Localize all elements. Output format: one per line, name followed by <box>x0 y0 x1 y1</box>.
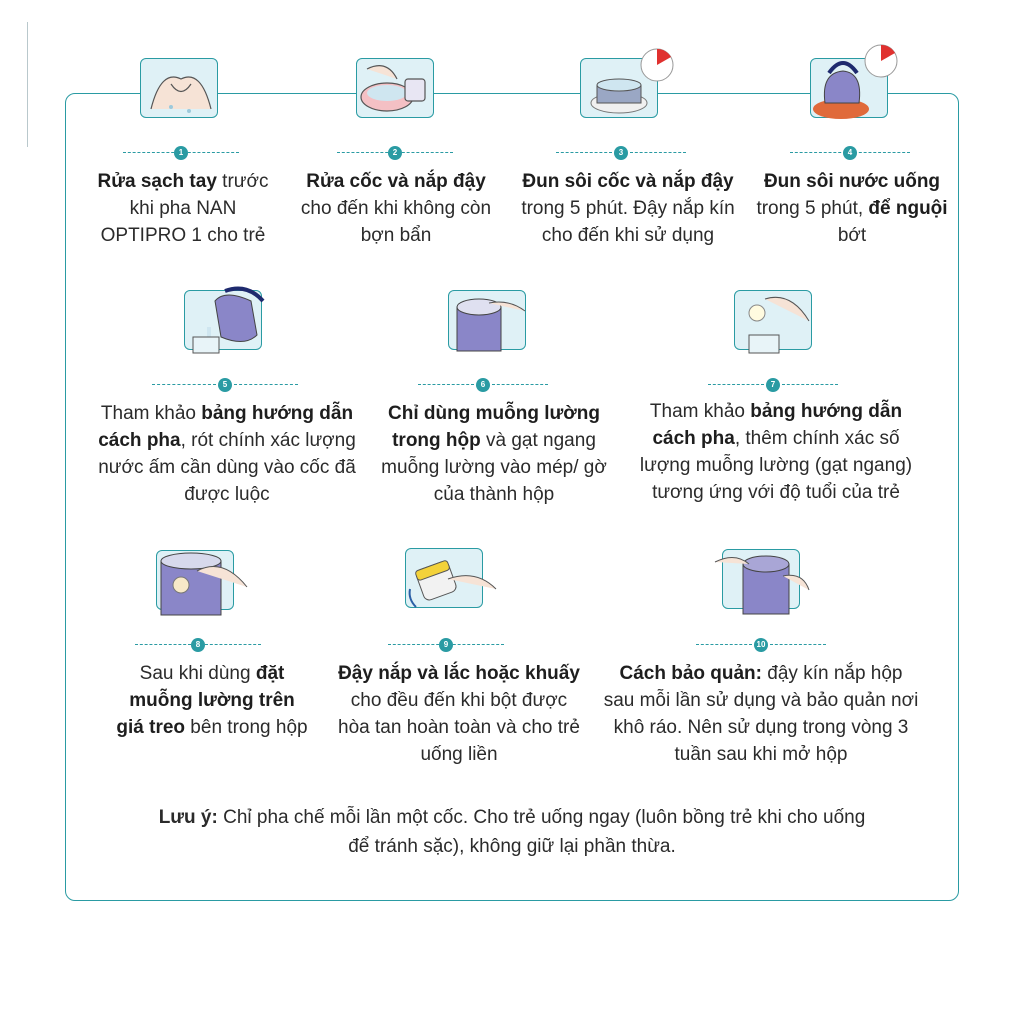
step-10-text: đậy kín nắp hộp sau mỗi lần sử dụng và bảo quản nơi khô ráo. Nên sử dụng trong vòng 3 tuần sau khi mở hộp <box>603 663 919 765</box>
adding-powder-icon <box>734 290 812 350</box>
scoop-holder-icon <box>156 550 234 610</box>
step-5-pre: Tham khảo <box>100 403 202 424</box>
step-7-text: , thêm chính xác số lượng muỗng lường (gạt ngang) tương ứng với độ tuổi của trẻ <box>639 428 913 503</box>
step-divider: 6 <box>418 378 548 392</box>
step-8-pre: Sau khi dùng <box>139 663 256 684</box>
step-1-text: trước khi pha NAN OPTIPRO 1 cho trẻ <box>100 171 269 246</box>
closing-can-icon <box>722 549 800 609</box>
step-4-bold: Đun sôi nước uống <box>763 171 941 192</box>
step-divider: 9 <box>388 638 504 652</box>
step-divider: 7 <box>708 378 838 392</box>
step-5-bold: bảng hướng dẫn cách pha <box>98 403 354 451</box>
note-text: Chỉ pha chế mỗi lần một cốc. Cho trẻ uống ngay (luôn bồng trẻ khi cho uống để tránh sặc), không giữ lại phần thừa. <box>217 807 866 857</box>
step-3-text: trong 5 phút. Đậy nắp kín cho đến khi sử dụng <box>521 198 735 246</box>
scoop-can-icon <box>448 290 526 350</box>
step-7-pre: Tham khảo <box>649 401 751 422</box>
step-2-text: cho đến khi không còn bợn bẩn <box>300 198 492 246</box>
shaking-cup-icon <box>405 548 483 608</box>
kettle-icon <box>810 58 888 118</box>
step-divider: 8 <box>135 638 261 652</box>
pouring-water-icon <box>184 290 262 350</box>
step-8-bold: đặt muỗng lường trên giá treo <box>116 663 295 738</box>
step-divider: 5 <box>152 378 298 392</box>
step-5-text: , rót chính xác lượng nước ấm cần dùng vào cốc đã được luộc <box>98 430 356 505</box>
step-3-bold: Đun sôi cốc và nắp đậy <box>522 171 734 192</box>
step-divider: 10 <box>696 638 826 652</box>
step-9-bold: Đậy nắp và lắc hoặc khuấy <box>338 663 580 684</box>
step-9-text: cho đều đến khi bột được hòa tan hoàn toàn và cho trẻ uống liền <box>338 690 580 765</box>
step-7-bold: bảng hướng dẫn cách pha <box>652 401 903 449</box>
step-divider: 3 <box>556 146 686 160</box>
note-label: Lưu ý: <box>158 807 218 828</box>
step-divider: 1 <box>123 146 239 160</box>
washing-cup-icon <box>356 58 434 118</box>
note <box>150 803 874 861</box>
step-6-bold: Chỉ dùng muỗng lường trong hộp <box>388 403 600 451</box>
step-divider: 4 <box>790 146 910 160</box>
step-4-bold-2: để nguội <box>868 198 948 219</box>
hand-washing-icon <box>140 58 218 118</box>
decorative-line <box>27 22 28 147</box>
boiling-pot-icon <box>580 58 658 118</box>
step-1-bold: Rửa sạch tay <box>97 171 217 192</box>
step-divider: 2 <box>337 146 453 160</box>
step-4-text-2: bớt <box>837 225 867 246</box>
step-4-text: trong 5 phút, <box>756 198 869 219</box>
step-10-bold: Cách bảo quản: <box>619 663 762 684</box>
step-8-text: bên trong hộp <box>185 717 308 738</box>
step-6-text: và gạt ngang muỗng lường vào mép/ gờ của thành hộp <box>381 430 607 505</box>
step-2-bold: Rửa cốc và nắp đậy <box>306 171 486 192</box>
